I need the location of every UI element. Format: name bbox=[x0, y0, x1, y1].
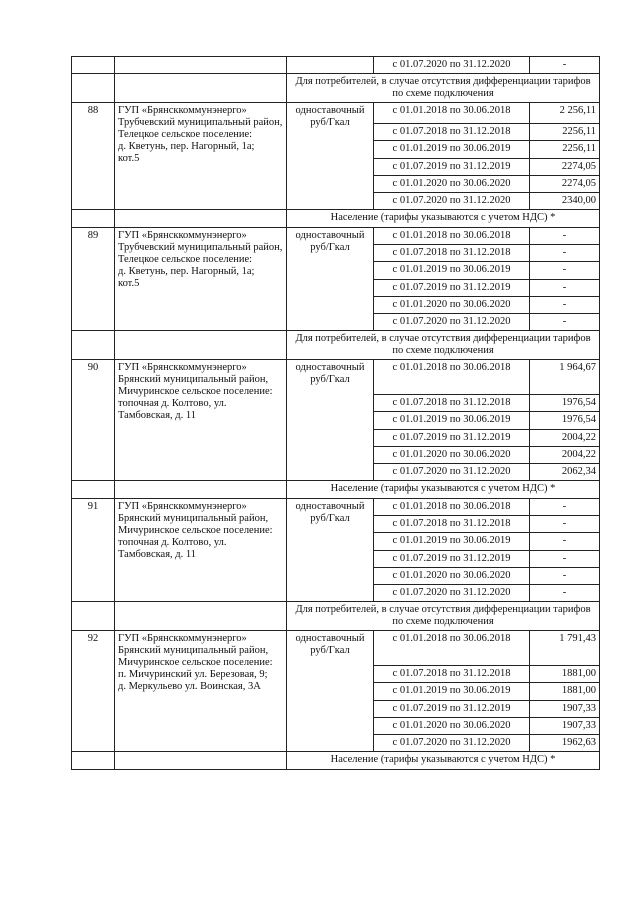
tariff-table-body bbox=[72, 57, 600, 770]
organization-line: д. Кветунь, пер. Нагорный, 1а; bbox=[118, 141, 255, 152]
organization-cell bbox=[115, 499, 287, 602]
note-row bbox=[72, 752, 600, 770]
empty-cell bbox=[115, 74, 287, 103]
empty-cell bbox=[115, 752, 287, 770]
value-cell: - bbox=[530, 568, 600, 585]
no-differentiation-note: Для потребителей, в случае отсутствия дифференциации тарифов по схеме подключения bbox=[287, 602, 600, 631]
table-row bbox=[72, 360, 600, 395]
organization-line: д. Кветунь, пер. Нагорный, 1а; bbox=[118, 266, 255, 277]
row-number: 90 bbox=[72, 360, 115, 481]
value-cell: - bbox=[530, 245, 600, 262]
value-cell: 1976,54 bbox=[530, 412, 600, 430]
organization-line: Мичуринское сельское поселение: bbox=[118, 386, 273, 397]
population-note: Население (тарифы указываются с учетом НДС) * bbox=[287, 752, 600, 770]
organization-line: Мичуринское сельское поселение: bbox=[118, 657, 273, 668]
no-differentiation-note: Для потребителей, в случае отсутствия дифференциации тарифов по схеме подключения bbox=[287, 331, 600, 360]
empty-cell bbox=[72, 602, 115, 631]
organization-line: кот.5 bbox=[118, 278, 140, 289]
value-cell: 2340,00 bbox=[530, 193, 600, 210]
value-cell: - bbox=[530, 262, 600, 280]
empty-cell bbox=[287, 57, 374, 74]
value-cell: 1881,00 bbox=[530, 683, 600, 701]
period-cell: с 01.07.2018 по 31.12.2018 bbox=[374, 666, 530, 683]
organization-line: д. Меркульево ул. Воинская, 3А bbox=[118, 681, 261, 692]
period-cell: с 01.01.2018 по 30.06.2018 bbox=[374, 360, 530, 395]
value-cell: - bbox=[530, 551, 600, 568]
period-cell: с 01.07.2020 по 31.12.2020 bbox=[374, 57, 530, 74]
value-cell: 2274,05 bbox=[530, 159, 600, 176]
value-cell: 1962,63 bbox=[530, 735, 600, 752]
value-cell: 2256,11 bbox=[530, 124, 600, 141]
period-cell: с 01.01.2019 по 30.06.2019 bbox=[374, 262, 530, 280]
period-cell: с 01.07.2019 по 31.12.2019 bbox=[374, 701, 530, 718]
period-cell: с 01.01.2020 по 30.06.2020 bbox=[374, 568, 530, 585]
organization-line: Трубчевский муниципальный район, bbox=[118, 242, 283, 253]
organization-line: Телецкое сельское поселение: bbox=[118, 129, 253, 140]
value-cell: 1 791,43 bbox=[530, 631, 600, 666]
organization-line: Мичуринское сельское поселение: bbox=[118, 525, 273, 536]
empty-cell bbox=[115, 57, 287, 74]
organization-line: ГУП «Брянсккоммунэнерго» bbox=[118, 501, 247, 512]
organization-cell bbox=[115, 360, 287, 481]
value-cell: 1881,00 bbox=[530, 666, 600, 683]
period-cell: с 01.07.2019 по 31.12.2019 bbox=[374, 551, 530, 568]
organization-line: Брянский муниципальный район, bbox=[118, 513, 269, 524]
organization-cell bbox=[115, 631, 287, 752]
period-cell: с 01.07.2019 по 31.12.2019 bbox=[374, 280, 530, 297]
note-row bbox=[72, 331, 600, 360]
empty-cell bbox=[115, 331, 287, 360]
population-note: Население (тарифы указываются с учетом НДС) * bbox=[287, 210, 600, 228]
period-cell: с 01.01.2020 по 30.06.2020 bbox=[374, 176, 530, 193]
value-cell: 1976,54 bbox=[530, 395, 600, 412]
population-note: Население (тарифы указываются с учетом НДС) * bbox=[287, 481, 600, 499]
period-cell: с 01.07.2018 по 31.12.2018 bbox=[374, 124, 530, 141]
period-cell: с 01.01.2020 по 30.06.2020 bbox=[374, 718, 530, 735]
empty-cell bbox=[72, 210, 115, 228]
empty-cell bbox=[115, 481, 287, 499]
empty-cell bbox=[72, 74, 115, 103]
note-row bbox=[72, 481, 600, 499]
period-cell: с 01.01.2018 по 30.06.2018 bbox=[374, 631, 530, 666]
value-cell: 1907,33 bbox=[530, 718, 600, 735]
value-cell: - bbox=[530, 499, 600, 516]
tariff-kind: одноставочный руб/Гкал bbox=[287, 631, 374, 752]
empty-cell bbox=[72, 331, 115, 360]
note-row bbox=[72, 602, 600, 631]
tariff-kind: одноставочный руб/Гкал bbox=[287, 360, 374, 481]
organization-line: Брянский муниципальный район, bbox=[118, 645, 269, 656]
empty-cell bbox=[115, 210, 287, 228]
period-cell: с 01.01.2020 по 30.06.2020 bbox=[374, 447, 530, 464]
empty-cell bbox=[72, 481, 115, 499]
organization-line: ГУП «Брянсккоммунэнерго» bbox=[118, 633, 247, 644]
tariff-kind: одноставочный руб/Гкал bbox=[287, 499, 374, 602]
value-cell: 1907,33 bbox=[530, 701, 600, 718]
period-cell: с 01.01.2018 по 30.06.2018 bbox=[374, 228, 530, 245]
value-cell: - bbox=[530, 314, 600, 331]
tariff-kind: одноставочный руб/Гкал bbox=[287, 228, 374, 331]
row-number: 92 bbox=[72, 631, 115, 752]
empty-cell bbox=[115, 602, 287, 631]
value-cell: - bbox=[530, 297, 600, 314]
period-cell: с 01.07.2020 по 31.12.2020 bbox=[374, 464, 530, 481]
table-row bbox=[72, 499, 600, 516]
value-cell: 2004,22 bbox=[530, 430, 600, 447]
table-row bbox=[72, 631, 600, 666]
organization-line: Телецкое сельское поселение: bbox=[118, 254, 253, 265]
organization-line: Тамбовская, д. 11 bbox=[118, 410, 196, 421]
organization-line: ГУП «Брянсккоммунэнерго» bbox=[118, 362, 247, 373]
period-cell: с 01.07.2020 по 31.12.2020 bbox=[374, 314, 530, 331]
value-cell: 2256,11 bbox=[530, 141, 600, 159]
tariff-kind: одноставочный руб/Гкал bbox=[287, 103, 374, 210]
organization-line: ГУП «Брянсккоммунэнерго» bbox=[118, 105, 247, 116]
value-cell: - bbox=[530, 585, 600, 602]
value-cell: - bbox=[530, 57, 600, 74]
organization-line: Тамбовская, д. 11 bbox=[118, 549, 196, 560]
note-row bbox=[72, 210, 600, 228]
period-cell: с 01.01.2020 по 30.06.2020 bbox=[374, 297, 530, 314]
value-cell: - bbox=[530, 280, 600, 297]
value-cell: - bbox=[530, 533, 600, 551]
value-cell: 2274,05 bbox=[530, 176, 600, 193]
tariff-table bbox=[71, 56, 600, 770]
organization-line: ГУП «Брянсккоммунэнерго» bbox=[118, 230, 247, 241]
period-cell: с 01.07.2020 по 31.12.2020 bbox=[374, 735, 530, 752]
period-cell: с 01.01.2019 по 30.06.2019 bbox=[374, 412, 530, 430]
organization-line: Брянский муниципальный район, bbox=[118, 374, 269, 385]
period-cell: с 01.01.2019 по 30.06.2019 bbox=[374, 533, 530, 551]
organization-line: п. Мичуринский ул. Березовая, 9; bbox=[118, 669, 268, 680]
organization-cell bbox=[115, 228, 287, 331]
period-cell: с 01.07.2020 по 31.12.2020 bbox=[374, 193, 530, 210]
note-row bbox=[72, 74, 600, 103]
empty-cell bbox=[72, 752, 115, 770]
period-cell: с 01.07.2018 по 31.12.2018 bbox=[374, 245, 530, 262]
table-row bbox=[72, 228, 600, 245]
organization-cell bbox=[115, 103, 287, 210]
organization-line: кот.5 bbox=[118, 153, 140, 164]
table-row bbox=[72, 103, 600, 124]
organization-line: топочная д. Колтово, ул. bbox=[118, 537, 227, 548]
row-number: 91 bbox=[72, 499, 115, 602]
value-cell: 2004,22 bbox=[530, 447, 600, 464]
value-cell: 2062,34 bbox=[530, 464, 600, 481]
period-cell: с 01.07.2019 по 31.12.2019 bbox=[374, 159, 530, 176]
period-cell: с 01.01.2018 по 30.06.2018 bbox=[374, 103, 530, 124]
period-cell: с 01.01.2019 по 30.06.2019 bbox=[374, 683, 530, 701]
row-number: 89 bbox=[72, 228, 115, 331]
period-cell: с 01.07.2018 по 31.12.2018 bbox=[374, 516, 530, 533]
period-cell: с 01.07.2020 по 31.12.2020 bbox=[374, 585, 530, 602]
value-cell: - bbox=[530, 516, 600, 533]
value-cell: 1 964,67 bbox=[530, 360, 600, 395]
value-cell: - bbox=[530, 228, 600, 245]
period-cell: с 01.07.2018 по 31.12.2018 bbox=[374, 395, 530, 412]
period-cell: с 01.07.2019 по 31.12.2019 bbox=[374, 430, 530, 447]
period-cell: с 01.01.2019 по 30.06.2019 bbox=[374, 141, 530, 159]
row-number: 88 bbox=[72, 103, 115, 210]
value-cell: 2 256,11 bbox=[530, 103, 600, 124]
organization-line: топочная д. Колтово, ул. bbox=[118, 398, 227, 409]
table-row bbox=[72, 57, 600, 74]
organization-line: Трубчевский муниципальный район, bbox=[118, 117, 283, 128]
empty-cell bbox=[72, 57, 115, 74]
no-differentiation-note: Для потребителей, в случае отсутствия дифференциации тарифов по схеме подключения bbox=[287, 74, 600, 103]
period-cell: с 01.01.2018 по 30.06.2018 bbox=[374, 499, 530, 516]
